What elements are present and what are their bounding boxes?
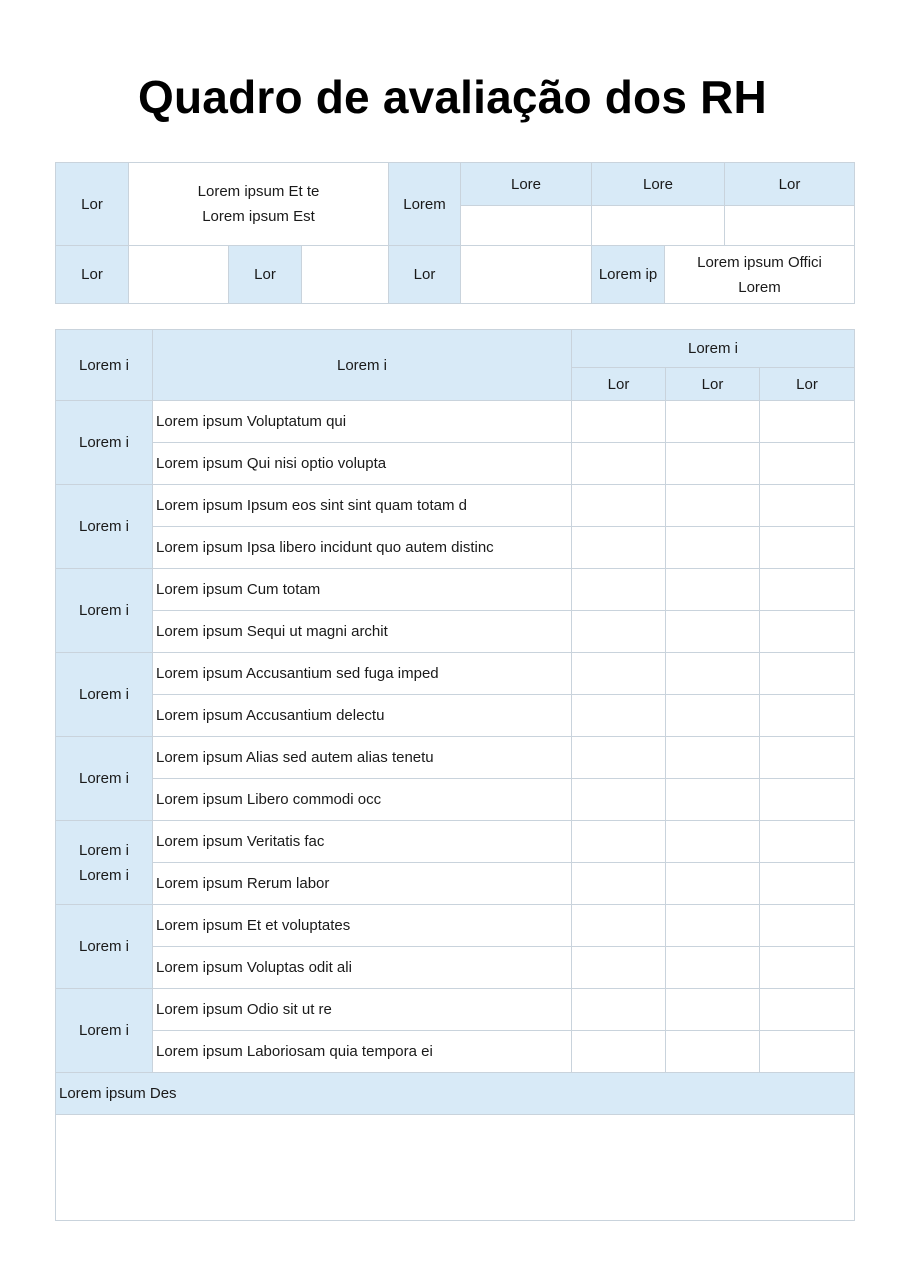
criterion-label: Lorem ipsum Laboriosam quia tempora ei xyxy=(153,1031,572,1073)
rating-cell[interactable] xyxy=(760,569,855,611)
rating-cell[interactable] xyxy=(666,989,760,1031)
rating-cell[interactable] xyxy=(666,485,760,527)
criterion-label: Lorem ipsum Ipsa libero incidunt quo autem distinc xyxy=(153,527,572,569)
rating-cell[interactable] xyxy=(760,905,855,947)
rating-cell[interactable] xyxy=(572,737,666,779)
rating-cell[interactable] xyxy=(760,527,855,569)
info-label: Lor xyxy=(56,246,129,304)
evaluation-table xyxy=(55,329,855,1221)
rating-cell[interactable] xyxy=(760,821,855,863)
info-table xyxy=(55,162,855,304)
rating-cell[interactable] xyxy=(572,947,666,989)
header-criteria: Lorem i xyxy=(153,330,572,401)
info-input-cell[interactable] xyxy=(592,206,725,246)
rating-cell[interactable] xyxy=(666,695,760,737)
criterion-label: Lorem ipsum Voluptas odit ali xyxy=(153,947,572,989)
rating-cell[interactable] xyxy=(760,947,855,989)
header-category: Lorem i xyxy=(56,330,153,401)
criterion-label: Lorem ipsum Sequi ut magni archit xyxy=(153,611,572,653)
rating-cell[interactable] xyxy=(572,821,666,863)
rating-cell[interactable] xyxy=(572,1031,666,1073)
rating-cell[interactable] xyxy=(760,989,855,1031)
rating-cell[interactable] xyxy=(666,443,760,485)
table-row xyxy=(56,905,855,947)
rating-cell[interactable] xyxy=(572,527,666,569)
table-row xyxy=(56,1031,855,1073)
rating-cell[interactable] xyxy=(572,989,666,1031)
category-label: Lorem i xyxy=(56,653,153,737)
info-input-cell[interactable] xyxy=(725,206,855,246)
rating-cell[interactable] xyxy=(666,737,760,779)
table-row xyxy=(56,737,855,779)
header-rating: Lorem i xyxy=(572,330,855,368)
table-row xyxy=(56,863,855,905)
info-label: Lor xyxy=(56,163,129,246)
rating-cell[interactable] xyxy=(666,905,760,947)
notes-field[interactable] xyxy=(56,1115,855,1221)
info-value[interactable] xyxy=(665,246,855,304)
rating-cell[interactable] xyxy=(666,569,760,611)
rating-cell[interactable] xyxy=(666,821,760,863)
rating-cell[interactable] xyxy=(760,737,855,779)
info-label: Lor xyxy=(389,246,461,304)
category-label: Lorem i xyxy=(56,569,153,653)
category-label: Lorem i xyxy=(56,485,153,569)
category-label: Lorem i xyxy=(56,401,153,485)
rating-cell[interactable] xyxy=(572,443,666,485)
rating-cell[interactable] xyxy=(666,779,760,821)
info-label: Lorem ip xyxy=(592,246,665,304)
rating-cell[interactable] xyxy=(760,779,855,821)
rating-column-header: Lor xyxy=(666,368,760,401)
rating-cell[interactable] xyxy=(666,947,760,989)
rating-cell[interactable] xyxy=(572,653,666,695)
rating-cell[interactable] xyxy=(666,611,760,653)
rating-cell[interactable] xyxy=(666,401,760,443)
info-label: Lor xyxy=(229,246,302,304)
rating-cell[interactable] xyxy=(572,905,666,947)
table-row xyxy=(56,401,855,443)
rating-cell[interactable] xyxy=(760,863,855,905)
info-input-cell[interactable] xyxy=(302,246,389,304)
page-title: Quadro de avaliação dos RH xyxy=(138,71,767,123)
info-value-text: Lorem ipsum Offici Lorem xyxy=(697,253,822,296)
info-input-cell[interactable] xyxy=(461,246,592,304)
table-row xyxy=(56,947,855,989)
rating-cell[interactable] xyxy=(760,611,855,653)
info-input-cell[interactable] xyxy=(461,206,592,246)
table-row xyxy=(56,569,855,611)
rating-cell[interactable] xyxy=(572,863,666,905)
category-label: Lorem i Lorem i xyxy=(56,821,153,905)
criterion-label: Lorem ipsum Alias sed autem alias tenetu xyxy=(153,737,572,779)
table-row xyxy=(56,821,855,863)
table-row xyxy=(56,611,855,653)
rating-cell[interactable] xyxy=(760,1031,855,1073)
rating-column-header: Lor xyxy=(760,368,855,401)
rating-cell[interactable] xyxy=(572,611,666,653)
rating-cell[interactable] xyxy=(666,1031,760,1073)
notes-label: Lorem ipsum Des xyxy=(56,1073,855,1115)
rating-cell[interactable] xyxy=(760,401,855,443)
info-column-header: Lore xyxy=(461,163,592,206)
category-label: Lorem i xyxy=(56,737,153,821)
criterion-label: Lorem ipsum Et et voluptates xyxy=(153,905,572,947)
rating-cell[interactable] xyxy=(760,485,855,527)
table-row xyxy=(56,527,855,569)
table-row xyxy=(56,779,855,821)
criterion-label: Lorem ipsum Veritatis fac xyxy=(153,821,572,863)
info-input-cell[interactable] xyxy=(129,246,229,304)
rating-cell[interactable] xyxy=(666,863,760,905)
rating-cell[interactable] xyxy=(760,653,855,695)
rating-cell[interactable] xyxy=(572,695,666,737)
rating-cell[interactable] xyxy=(666,527,760,569)
rating-cell[interactable] xyxy=(760,695,855,737)
rating-column-header: Lor xyxy=(572,368,666,401)
rating-cell[interactable] xyxy=(666,653,760,695)
info-value-text: Lorem ipsum Et te Lorem ipsum Est xyxy=(197,183,320,225)
criterion-label: Lorem ipsum Rerum labor xyxy=(153,863,572,905)
criterion-label: Lorem ipsum Cum totam xyxy=(153,569,572,611)
table-row xyxy=(56,443,855,485)
rating-cell[interactable] xyxy=(572,485,666,527)
criterion-label: Lorem ipsum Libero commodi occ xyxy=(153,779,572,821)
rating-cell[interactable] xyxy=(572,401,666,443)
criterion-label: Lorem ipsum Voluptatum qui xyxy=(153,401,572,443)
info-column-header: Lor xyxy=(725,163,855,206)
criterion-label: Lorem ipsum Ipsum eos sint sint quam totam d xyxy=(153,485,572,527)
rating-cell[interactable] xyxy=(572,569,666,611)
rating-cell[interactable] xyxy=(760,443,855,485)
category-label: Lorem i xyxy=(56,989,153,1073)
criterion-label: Lorem ipsum Odio sit ut re xyxy=(153,989,572,1031)
table-row xyxy=(56,485,855,527)
info-label: Lorem xyxy=(389,163,461,246)
category-label: Lorem i xyxy=(56,905,153,989)
table-row xyxy=(56,989,855,1031)
criterion-label: Lorem ipsum Qui nisi optio volupta xyxy=(153,443,572,485)
criterion-label: Lorem ipsum Accusantium sed fuga imped xyxy=(153,653,572,695)
table-row xyxy=(56,695,855,737)
criterion-label: Lorem ipsum Accusantium delectu xyxy=(153,695,572,737)
rating-cell[interactable] xyxy=(572,779,666,821)
table-row xyxy=(56,653,855,695)
info-column-header: Lore xyxy=(592,163,725,206)
info-value[interactable] xyxy=(129,163,389,246)
